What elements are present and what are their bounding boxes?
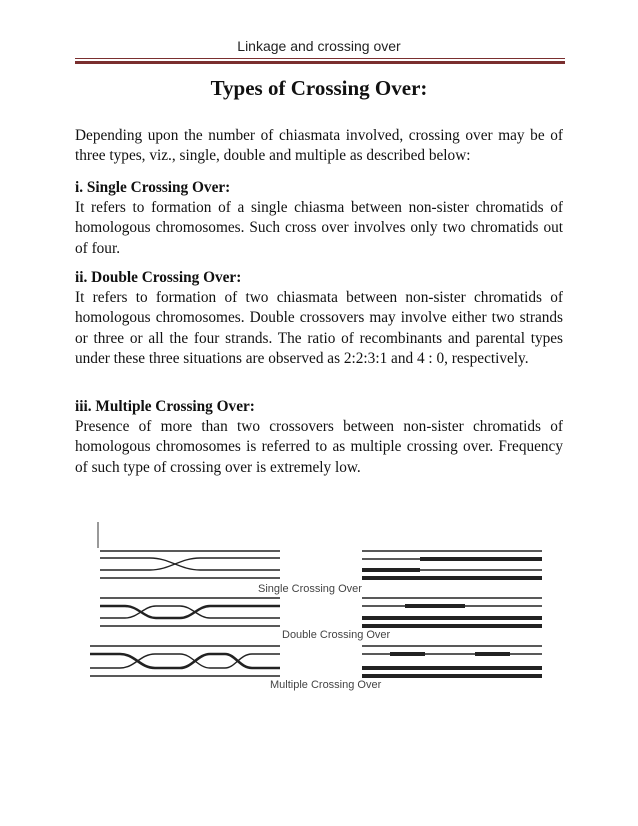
multiple-crossing-heading: iii. Multiple Crossing Over:	[75, 398, 255, 415]
multiple-crossing-text: Presence of more than two crossovers between non-sister chromatids of homologous chromosomes is referred to as multiple crossing over. Frequency of such type of crossing over is extremely low.	[75, 418, 563, 476]
running-header: Linkage and crossing over	[237, 38, 401, 54]
multiple-crossing-label: Multiple Crossing Over	[270, 679, 382, 691]
header-rule-thick	[75, 61, 565, 64]
intro-paragraph: Depending upon the number of chiasmata involved, crossing over may be of three types, viz., single, double and multiple as described below:	[75, 127, 563, 165]
single-crossing-text: It refers to formation of a single chiasma between non-sister chromatids of homologous chromosomes. Such cross over involves only two chromatids out of four.	[75, 199, 563, 257]
single-crossing-diagram	[100, 551, 280, 578]
double-crossing-products	[362, 598, 542, 626]
single-crossing-label: Single Crossing Over	[258, 583, 362, 595]
single-crossing-heading: i. Single Crossing Over:	[75, 179, 231, 196]
multiple-crossing-products	[362, 646, 542, 676]
header-rule-thin	[75, 58, 565, 59]
multiple-crossing-diagram	[90, 646, 280, 676]
double-crossing-text: It refers to formation of two chiasmata between non-sister chromatids of homologous chromosomes. Double crossovers may involve either two strands or three or all the four strands. The ratio of recombinants and parental types under these three situations are observed as 2:2:3:1 and 4 : 0, respectively.	[75, 289, 563, 368]
double-crossing-heading: ii. Double Crossing Over:	[75, 269, 242, 286]
page-title: Types of Crossing Over:	[210, 76, 428, 100]
double-crossing-label: Double Crossing Over	[282, 629, 391, 641]
single-crossing-products	[362, 551, 542, 578]
double-crossing-diagram	[100, 598, 280, 626]
crossing-over-figure	[80, 518, 560, 698]
